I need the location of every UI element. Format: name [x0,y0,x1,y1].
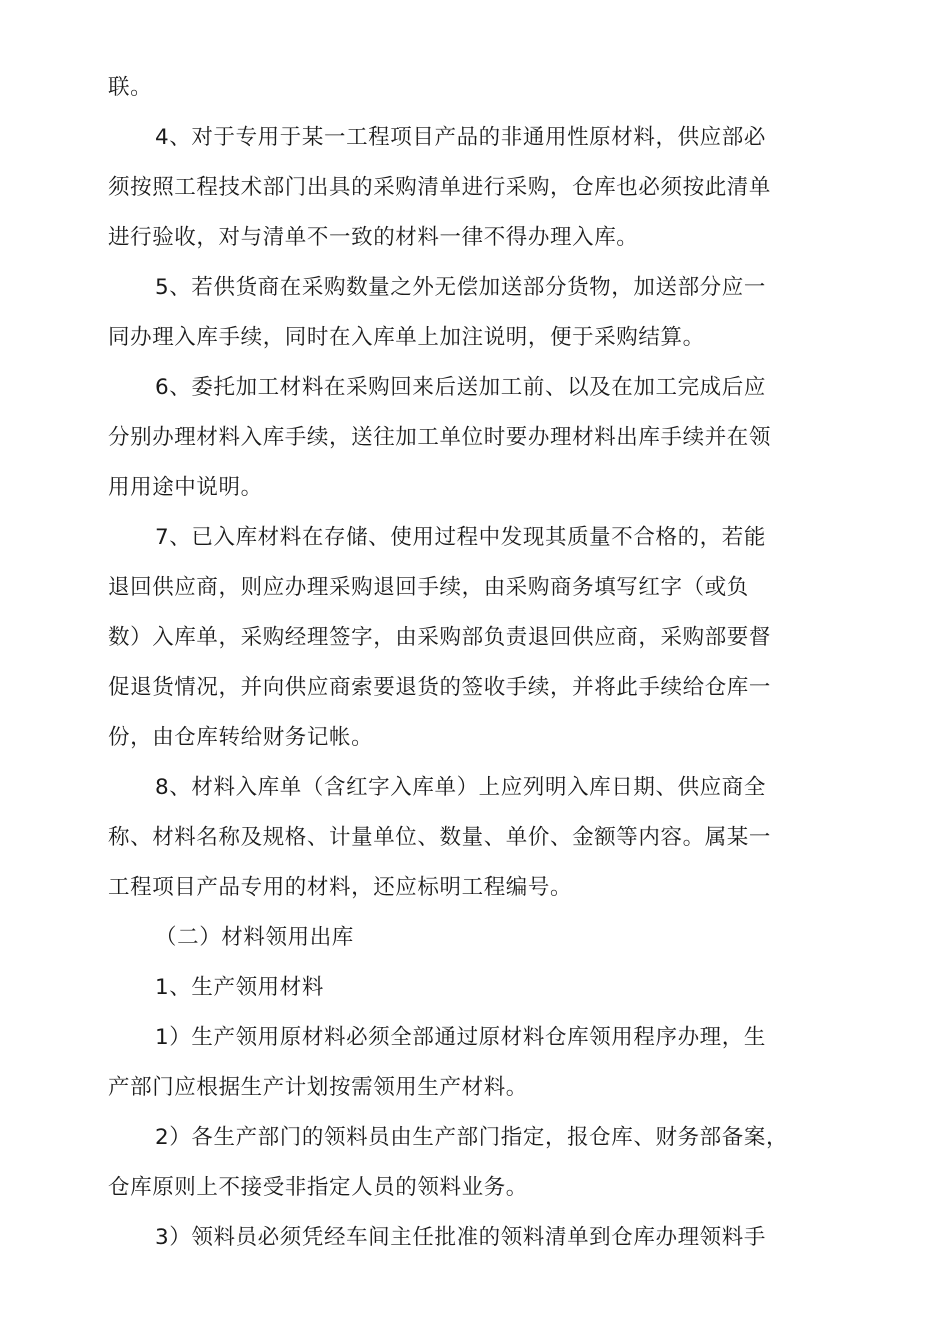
text-line: 联。 [108,75,153,100]
text-line: 份，由仓库转给财务记帐。 [108,725,374,750]
text-line: 分别办理材料入库手续，送往加工单位时要办理材料出库手续并在领 [108,425,772,450]
text-line: 同办理入库手续，同时在入库单上加注说明，便于采购结算。 [108,325,705,350]
text-line: 3）领料员必须凭经车间主任批准的领料清单到仓库办理领料手 [155,1225,766,1250]
text-line: 5、若供货商在采购数量之外无偿加送部分货物，加送部分应一 [155,275,766,300]
text-line: 产部门应根据生产计划按需领用生产材料。 [108,1075,528,1100]
text-line: 数）入库单，采购经理签字，由采购部负责退回供应商，采购部要督 [108,625,772,650]
text-line: 促退货情况，并向供应商索要退货的签收手续，并将此手续给仓库一 [108,675,772,700]
text-line: 称、材料名称及规格、计量单位、数量、单价、金额等内容。属某一 [108,825,772,850]
text-line: 仓库原则上不接受非指定人员的领料业务。 [108,1175,528,1200]
text-line: 进行验收，对与清单不一致的材料一律不得办理入库。 [108,225,639,250]
text-line: 须按照工程技术部门出具的采购清单进行采购，仓库也必须按此清单 [108,175,772,200]
text-line: 4、对于专用于某一工程项目产品的非通用性原材料，供应部必 [155,125,766,150]
text-line: 6、委托加工材料在采购回来后送加工前、以及在加工完成后应 [155,375,766,400]
subsection-heading: 1、生产领用材料 [155,975,324,1000]
text-line: 2）各生产部门的领料员由生产部门指定，报仓库、财务部备案， [155,1125,789,1150]
text-line: 1）生产领用原材料必须全部通过原材料仓库领用程序办理，生 [155,1025,766,1050]
section-heading: （二）材料领用出库 [155,925,354,950]
text-line: 工程项目产品专用的材料，还应标明工程编号。 [108,875,573,900]
text-line: 7、已入库材料在存储、使用过程中发现其质量不合格的，若能 [155,525,766,550]
text-line: 退回供应商，则应办理采购退回手续，由采购商务填写红字（或负 [108,575,749,600]
text-line: 用用途中说明。 [108,475,263,500]
text-line: 8、材料入库单（含红字入库单）上应列明入库日期、供应商全 [155,775,766,800]
